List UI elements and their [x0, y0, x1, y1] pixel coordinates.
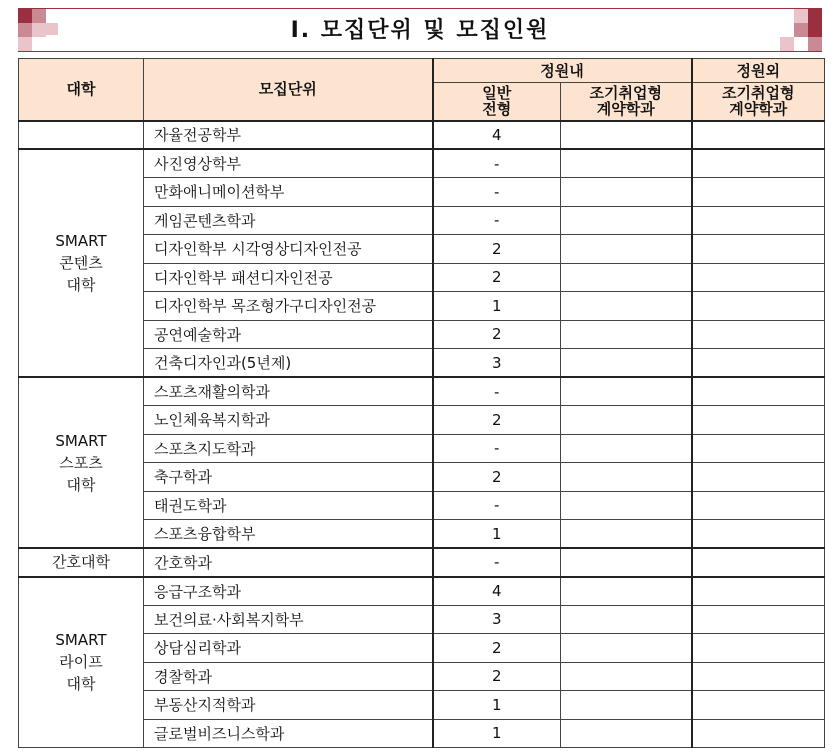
- early-job-in-cell: [561, 178, 692, 207]
- unit-cell: 스포츠융합학부: [144, 520, 433, 549]
- admission-quota-table: [18, 58, 825, 748]
- early-job-in-cell: [561, 377, 692, 406]
- early-job-out-cell: [692, 662, 825, 691]
- general-quota-cell: 2: [433, 235, 561, 264]
- early-job-in-cell: [561, 292, 692, 321]
- early-job-out-cell: [692, 406, 825, 435]
- unit-cell: 건축디자인과(5년제): [144, 349, 433, 378]
- early-job-in-cell: [561, 634, 692, 663]
- early-job-in-cell: [561, 263, 692, 292]
- unit-cell: 간호학과: [144, 548, 433, 577]
- early-job-out-cell: [692, 121, 825, 150]
- early-job-out-cell: [692, 605, 825, 634]
- unit-cell: 보건의료·사회복지학부: [144, 605, 433, 634]
- general-quota-cell: 1: [433, 691, 561, 720]
- table-row: [19, 548, 825, 577]
- unit-cell: 게임콘텐츠학과: [144, 206, 433, 235]
- general-quota-cell: 2: [433, 406, 561, 435]
- early-job-out-cell: [692, 377, 825, 406]
- early-job-out-cell: [692, 577, 825, 606]
- table-row: [19, 377, 825, 406]
- early-job-in-cell: [561, 320, 692, 349]
- early-job-in-cell: [561, 691, 692, 720]
- table-body: [19, 121, 825, 748]
- unit-cell: 축구학과: [144, 463, 433, 492]
- unit-cell: 디자인학부 목조형가구디자인전공: [144, 292, 433, 321]
- general-quota-cell: 3: [433, 349, 561, 378]
- early-job-out-cell: [692, 548, 825, 577]
- unit-cell: 디자인학부 패션디자인전공: [144, 263, 433, 292]
- unit-cell: 태권도학과: [144, 491, 433, 520]
- early-job-in-cell: [561, 662, 692, 691]
- unit-cell: 상담심리학과: [144, 634, 433, 663]
- general-quota-cell: -: [433, 206, 561, 235]
- early-job-out-cell: [692, 349, 825, 378]
- general-quota-cell: -: [433, 149, 561, 178]
- early-job-in-cell: [561, 577, 692, 606]
- general-quota-cell: 3: [433, 605, 561, 634]
- header-general: 일반 전형: [433, 83, 561, 121]
- early-job-out-cell: [692, 292, 825, 321]
- early-job-in-cell: [561, 149, 692, 178]
- early-job-out-cell: [692, 691, 825, 720]
- general-quota-cell: 1: [433, 292, 561, 321]
- unit-cell: 자율전공학부: [144, 121, 433, 150]
- general-quota-cell: 1: [433, 719, 561, 748]
- unit-cell: 글로벌비즈니스학과: [144, 719, 433, 748]
- unit-cell: 노인체육복지학과: [144, 406, 433, 435]
- unit-cell: 스포츠재활의학과: [144, 377, 433, 406]
- early-job-out-cell: [692, 263, 825, 292]
- early-job-out-cell: [692, 178, 825, 207]
- general-quota-cell: 4: [433, 121, 561, 150]
- early-job-out-cell: [692, 634, 825, 663]
- table-row: [19, 149, 825, 178]
- early-job-out-cell: [692, 235, 825, 264]
- general-quota-cell: 2: [433, 463, 561, 492]
- unit-cell: 응급구조학과: [144, 577, 433, 606]
- table-row: [19, 121, 825, 150]
- general-quota-cell: -: [433, 491, 561, 520]
- unit-cell: 스포츠지도학과: [144, 434, 433, 463]
- college-cell: SMART 라이프 대학: [19, 577, 144, 748]
- early-job-in-cell: [561, 605, 692, 634]
- general-quota-cell: 4: [433, 577, 561, 606]
- header-early-job-out: 조기취업형 계약학과: [692, 83, 825, 121]
- early-job-in-cell: [561, 349, 692, 378]
- header-out-quota: 정원외: [692, 59, 825, 83]
- unit-cell: 경찰학과: [144, 662, 433, 691]
- early-job-out-cell: [692, 320, 825, 349]
- early-job-in-cell: [561, 491, 692, 520]
- college-cell: SMART 스포츠 대학: [19, 377, 144, 548]
- general-quota-cell: 2: [433, 263, 561, 292]
- unit-cell: 만화애니메이션학부: [144, 178, 433, 207]
- early-job-out-cell: [692, 434, 825, 463]
- header-unit: 모집단위: [144, 59, 433, 121]
- early-job-out-cell: [692, 149, 825, 178]
- general-quota-cell: 1: [433, 520, 561, 549]
- early-job-out-cell: [692, 520, 825, 549]
- unit-cell: 사진영상학부: [144, 149, 433, 178]
- college-cell: SMART 콘텐츠 대학: [19, 149, 144, 377]
- early-job-in-cell: [561, 520, 692, 549]
- table-row: [19, 577, 825, 606]
- header-in-quota: 정원내: [433, 59, 692, 83]
- title-banner: [18, 8, 822, 52]
- general-quota-cell: 2: [433, 320, 561, 349]
- early-job-in-cell: [561, 206, 692, 235]
- unit-cell: 디자인학부 시각영상디자인전공: [144, 235, 433, 264]
- early-job-in-cell: [561, 463, 692, 492]
- early-job-in-cell: [561, 121, 692, 150]
- general-quota-cell: -: [433, 434, 561, 463]
- college-cell: 간호대학: [19, 548, 144, 577]
- header-college: 대학: [19, 59, 144, 121]
- general-quota-cell: -: [433, 377, 561, 406]
- unit-cell: 부동산지적학과: [144, 691, 433, 720]
- header-early-job-in: 조기취업형 계약학과: [561, 83, 692, 121]
- early-job-out-cell: [692, 206, 825, 235]
- unit-cell: 공연예술학과: [144, 320, 433, 349]
- general-quota-cell: -: [433, 548, 561, 577]
- early-job-in-cell: [561, 719, 692, 748]
- early-job-in-cell: [561, 406, 692, 435]
- general-quota-cell: 2: [433, 634, 561, 663]
- general-quota-cell: -: [433, 178, 561, 207]
- college-cell: [19, 121, 144, 150]
- early-job-in-cell: [561, 434, 692, 463]
- general-quota-cell: 2: [433, 662, 561, 691]
- early-job-out-cell: [692, 491, 825, 520]
- page-title: Ⅰ. 모집단위 및 모집인원: [290, 18, 550, 43]
- early-job-out-cell: [692, 719, 825, 748]
- early-job-in-cell: [561, 235, 692, 264]
- early-job-out-cell: [692, 463, 825, 492]
- early-job-in-cell: [561, 548, 692, 577]
